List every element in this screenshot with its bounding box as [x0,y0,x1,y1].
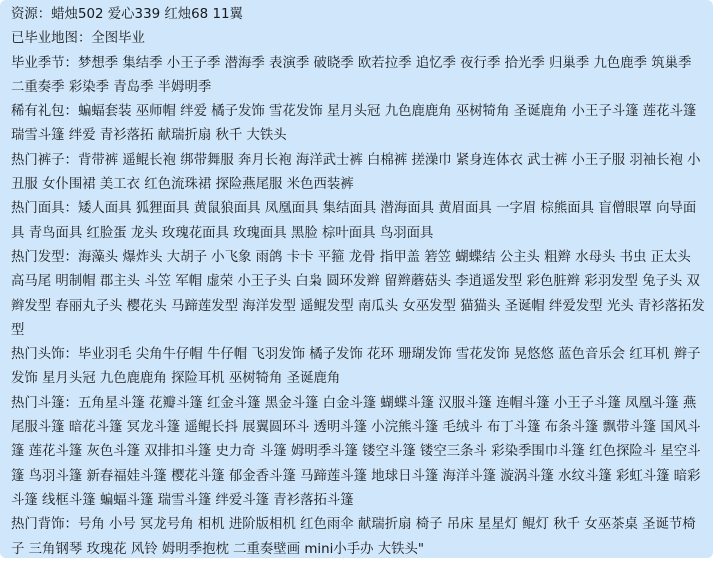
popular-masks-line: 热门面具：矮人面具 狐狸面具 黄鼠狼面具 凤凰面具 集结面具 潜海面具 黄眉面具 一字眉 棕熊面具 盲僧眼罩 向导面具 青鸟面具 红脸蛋 龙头 玫瑰花面具 玫瑰面具 黑脸 棕叶面具 鸟羽面具 [11,201,697,241]
graduated-maps-line: 已毕业地图：全图毕业 [11,31,145,47]
rare-packs-line: 稀有礼包：蝙蝠套装 巫师帽 绊爱 橘子发饰 雪花发饰 星月头冠 九色鹿鹿角 巫树犄角 圣诞鹿角 小王子斗篷 莲花斗篷 瑞雪斗篷 绊爱 青衫落拓 献瑞折扇 秋千 大铁头 [11,104,697,144]
popular-capes-line: 热门斗篷：五角星斗篷 花瓣斗篷 红金斗篷 黑金斗篷 白金斗篷 蝴蝶斗篷 汉服斗篷 连帽斗篷 小王子斗篷 凤凰斗篷 燕尾服斗篷 暗花斗篷 冥龙斗篷 遥鲲长抖 展翼圆环斗 透明斗篷 小浣熊斗篷 毛绒斗 布丁斗篷 布条斗篷 飘带斗篷 国风斗篷 莲花斗篷 灰色斗篷 双排扣斗篷 史力奇 斗篷 姆明季斗篷 镂空斗篷 镂空三条斗 彩染季围巾斗篷 红色探险斗 星空斗篷 鸟羽斗篷 新春福娃斗篷 樱花斗篷 郁金香斗篷 马蹄莲斗篷 地球日斗篷 海洋斗篷 漩涡斗篷 水纹斗篷 彩虹斗篷 暗彩斗篷 线框斗篷 蝙蝠斗篷 瑞雪斗篷 绊爱斗篷 青衫落拓斗篷 [11,395,701,508]
popular-headwear-line: 热门头饰：毕业羽毛 尖角牛仔帽 牛仔帽 飞羽发饰 橘子发饰 花环 珊瑚发饰 雪花发饰 晃悠悠 蓝色音乐会 红耳机 辫子发饰 星月头冠 九色鹿鹿角 探险耳机 巫树犄角 圣诞鹿角 [11,347,701,387]
popular-hairstyles-line: 热门发型：海藻头 爆炸头 大胡子 小飞象 雨鸽 卡卡 平箍 龙骨 指甲盖 箬笠 蝴蝶结 公主头 粗辫 水母头 书虫 正太头 高马尾 明制帽 郡主头 斗笠 军帽 虚荣 小王子头 白枭 圆环发辫 留辫蘑菇头 李逍遥发型 彩色脏辫 彩羽发型 兔子头 双辫发型 春丽丸子头 樱花头 马蹄莲发型 海洋发型 遥鲲发型 南瓜头 女巫发型 猫猫头 圣诞帽 绊爱发型 光头 青衫落拓发型 [11,249,705,338]
popular-pants-line: 热门裤子：背带裤 遥鲲长袍 绑带舞服 奔月长袍 海洋武士裤 白棉裤 搓澡巾 紧身连体衣 武士裤 小王子服 羽袖长袍 小丑服 女仆围裙 美工衣 红色流珠裙 探险燕尾服 米色西装裤 [11,152,701,193]
popular-back-accessories-line: 热门背饰：号角 小号 冥龙号角 相机 进阶版相机 红色雨伞 献瑞折扇 椅子 吊床 星星灯 鲲灯 秋千 女巫茶桌 圣诞节椅子 三角钢琴 玫瑰花 风铃 姆明季抱枕 二重奏壁画 mini小手办 大铁头" [11,517,696,557]
resources-line: 资源：蜡烛502 爱心339 红烛68 11翼 [11,7,243,22]
graduated-seasons-line: 毕业季节：梦想季 集结季 小王子季 潜海季 表演季 破晓季 欧若拉季 追忆季 夜行季 拾光季 归巢季 九色鹿季 筑巢季 二重奏季 彩染季 青岛季 半姆明季 [11,55,692,95]
